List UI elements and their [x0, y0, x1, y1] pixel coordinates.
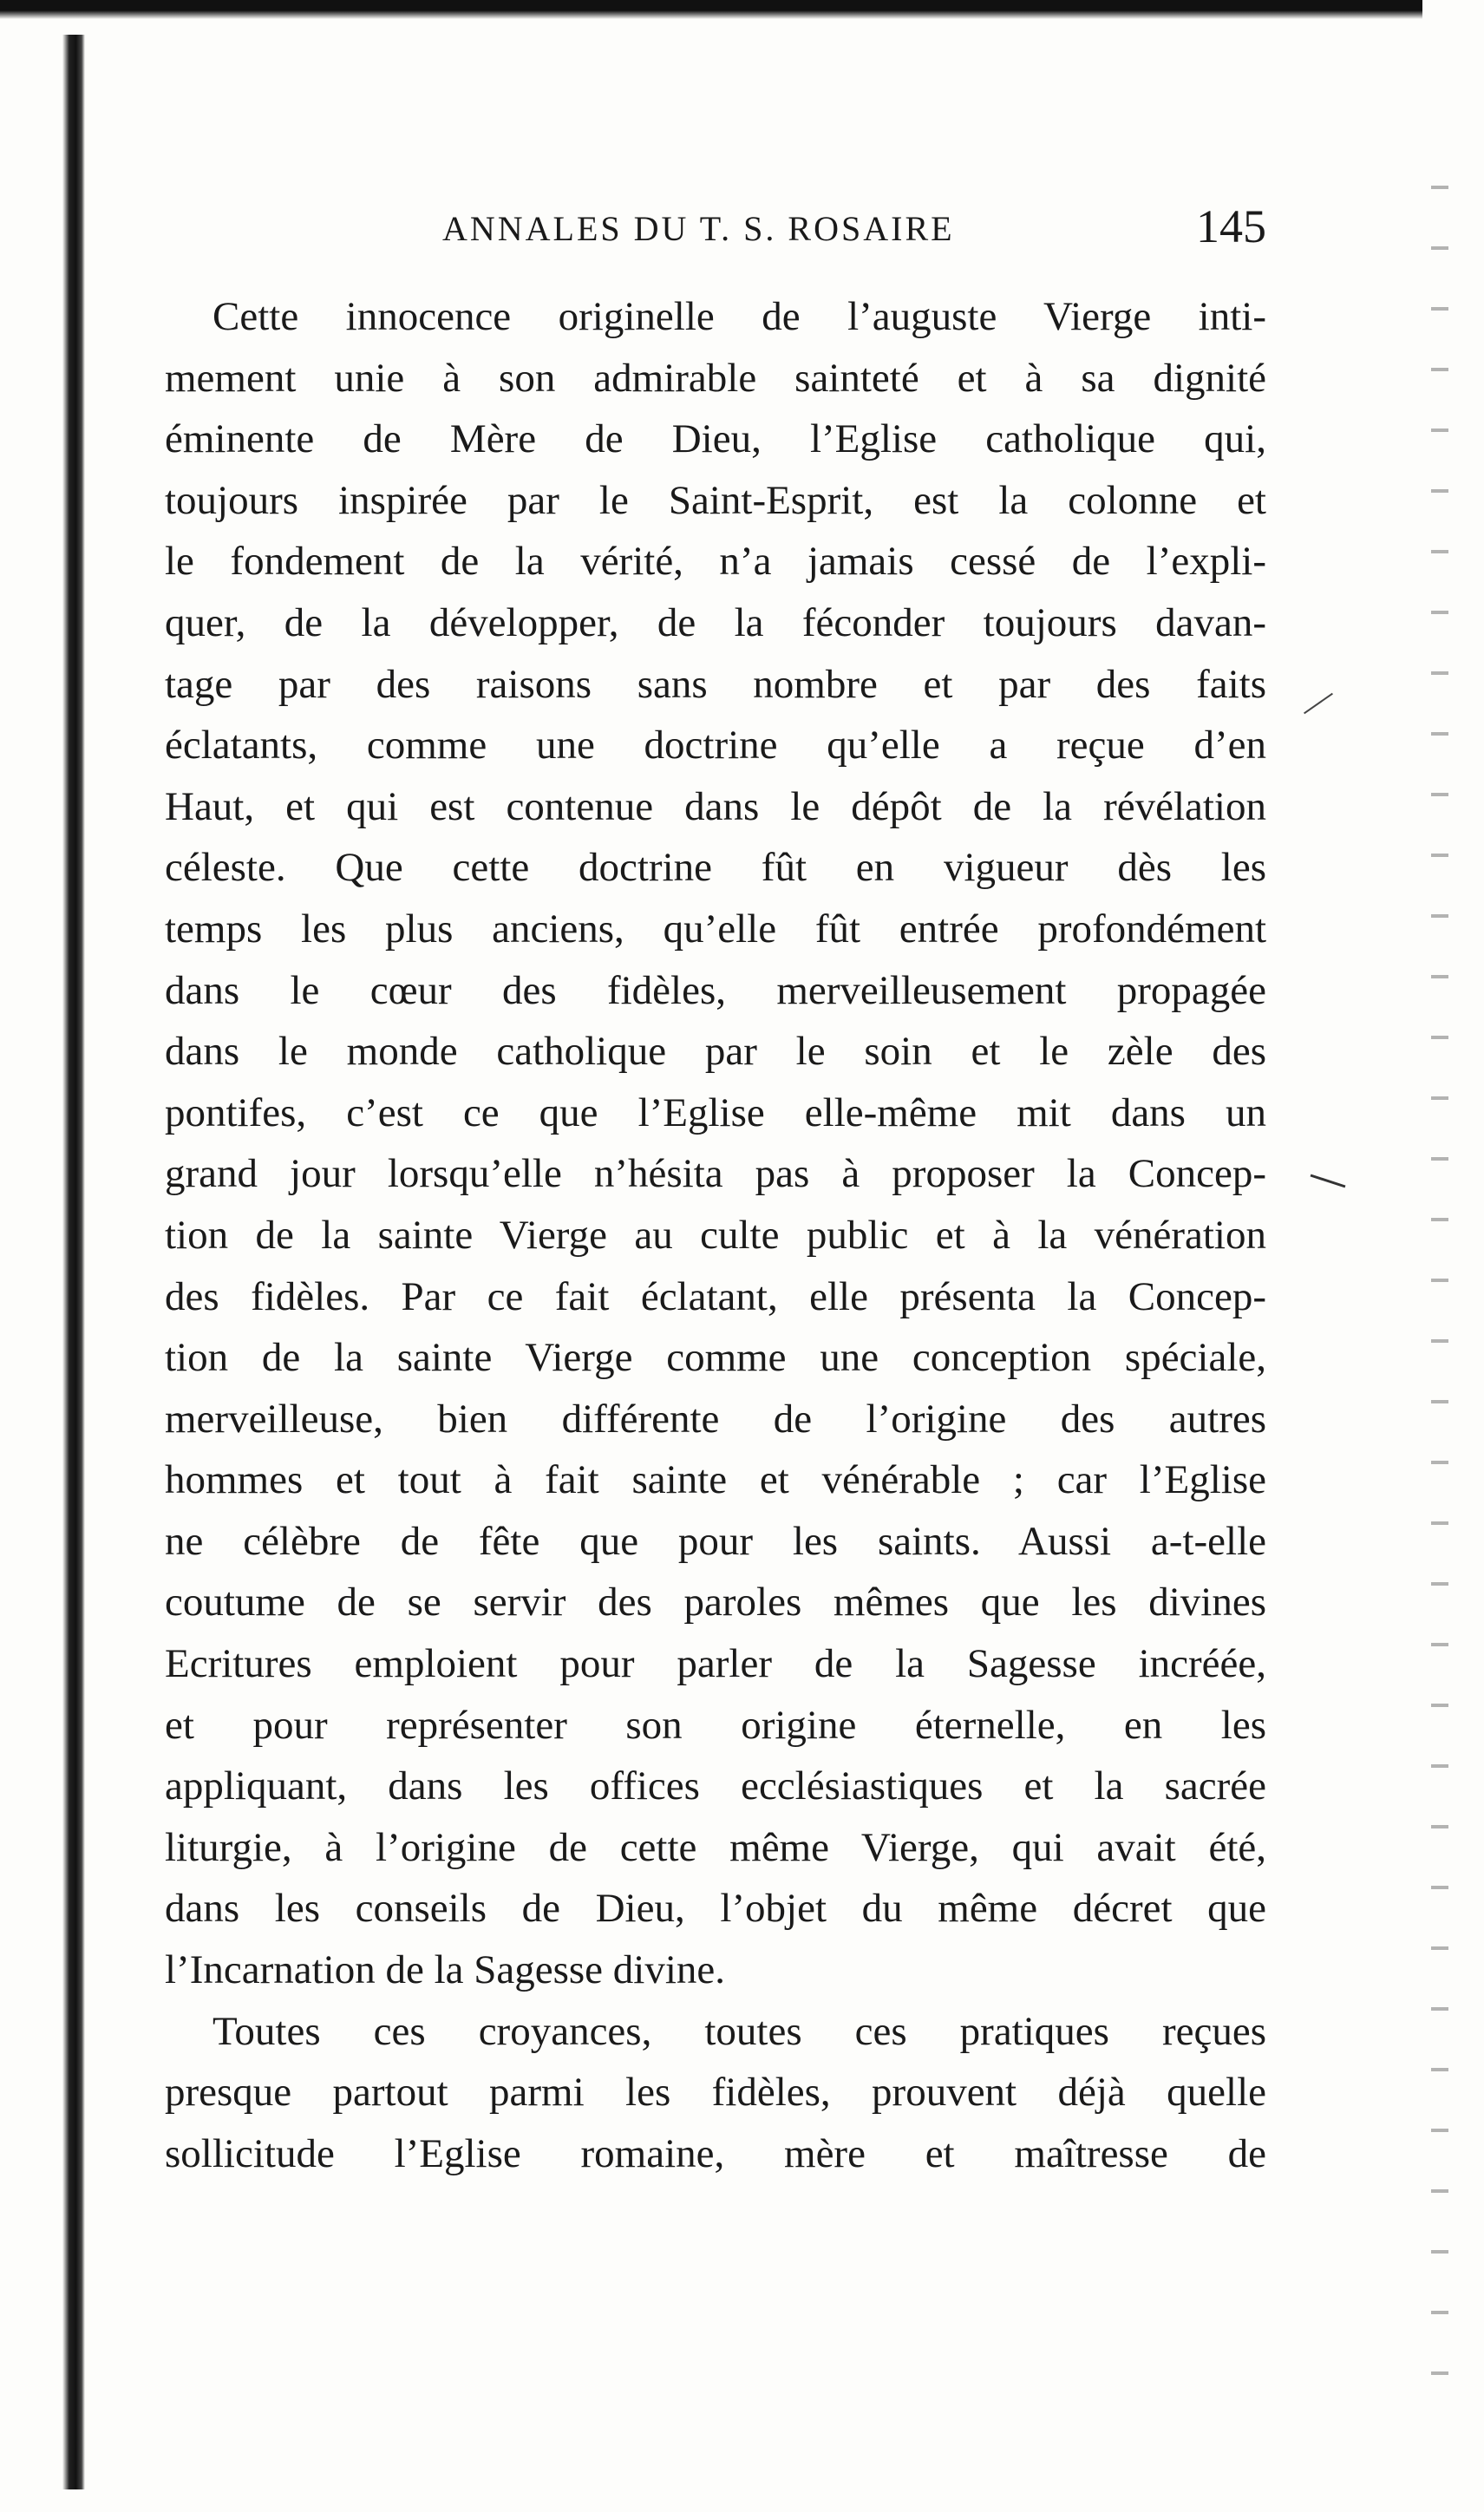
- text-line: le fondement de la vérité, n’a jamais cessé de l’expli-: [165, 539, 1266, 585]
- margin-mark: [1311, 1174, 1346, 1188]
- text-line: l’Incarnation de la Sagesse divine.: [165, 1947, 726, 1993]
- text-line: coutume de se servir des paroles mêmes que les divines: [165, 1580, 1266, 1626]
- text-line: quer, de la développer, de la féconder toujours davan-: [165, 599, 1266, 645]
- text-line: presque partout parmi les fidèles, prouvent déjà quelle: [165, 2070, 1266, 2116]
- text-line: des fidèles. Par ce fait éclatant, elle présenta la Concep-: [165, 1273, 1266, 1319]
- text-line: liturgie, à l’origine de cette même Vierge, qui avait été,: [165, 1824, 1266, 1870]
- body-text: [165, 286, 1266, 2184]
- text-line: mement unie à son admirable sainteté et à sa dignité: [165, 355, 1266, 401]
- text-line: éminente de Mère de Dieu, l’Eglise catholique qui,: [165, 416, 1266, 462]
- text-line: Cette innocence originelle de l’auguste Vierge inti-: [212, 294, 1266, 339]
- text-line: merveilleuse, bien différente de l’origine des autres: [165, 1396, 1266, 1442]
- text-line: toujours inspirée par le Saint-Esprit, est la colonne et: [165, 477, 1266, 523]
- scan-margin-dots: [1431, 156, 1448, 2411]
- text-line: dans le monde catholique par le soin et le zèle des: [165, 1029, 1266, 1075]
- text-line: éclatants, comme une doctrine qu’elle a reçue d’en: [165, 723, 1266, 769]
- text-line: hommes et tout à fait sainte et vénérable ; car l’Eglise: [165, 1457, 1266, 1503]
- text-line: appliquant, dans les offices ecclésiastiques et la sacrée: [165, 1763, 1266, 1809]
- text-line: temps les plus anciens, qu’elle fût entrée profondément: [165, 906, 1266, 952]
- text-line: sollicitude l’Eglise romaine, mère et maîtresse de: [165, 2130, 1266, 2176]
- paragraph: [165, 286, 1266, 2001]
- text-line: Toutes ces croyances, toutes ces pratiques reçues: [212, 2008, 1266, 2054]
- text-line: tion de la sainte Vierge comme une conception spéciale,: [165, 1335, 1266, 1381]
- page-header: [165, 200, 1266, 260]
- running-title: ANNALES DU T. S. ROSAIRE: [442, 209, 955, 248]
- scan-border-top: [0, 0, 1422, 19]
- margin-mark: [1304, 693, 1333, 715]
- page-number: 145: [1196, 200, 1266, 252]
- text-line: Haut, et qui est contenue dans le dépôt de la révélation: [165, 783, 1266, 829]
- text-line: ne célèbre de fête que pour les saints. Aussi a-t-elle: [165, 1518, 1266, 1564]
- text-line: pontifes, c’est ce que l’Eglise elle-même mit dans un: [165, 1089, 1266, 1135]
- text-line: dans le cœur des fidèles, merveilleusement propagée: [165, 967, 1266, 1013]
- text-line: céleste. Que cette doctrine fût en vigueur dès les: [165, 845, 1266, 891]
- text-line: tage par des raisons sans nombre et par des faits: [165, 661, 1266, 707]
- text-line: grand jour lorsqu’elle n’hésita pas à proposer la Concep-: [165, 1151, 1266, 1197]
- scan-border-left: [62, 35, 85, 2489]
- text-line: tion de la sainte Vierge au culte public et à la vénération: [165, 1212, 1266, 1258]
- text-line: dans les conseils de Dieu, l’objet du même décret que: [165, 1886, 1266, 1932]
- text-line: Ecritures emploient pour parler de la Sagesse incréée,: [165, 1641, 1266, 1687]
- text-line: et pour représenter son origine éternelle, en les: [165, 1702, 1266, 1748]
- paragraph: [165, 2001, 1266, 2185]
